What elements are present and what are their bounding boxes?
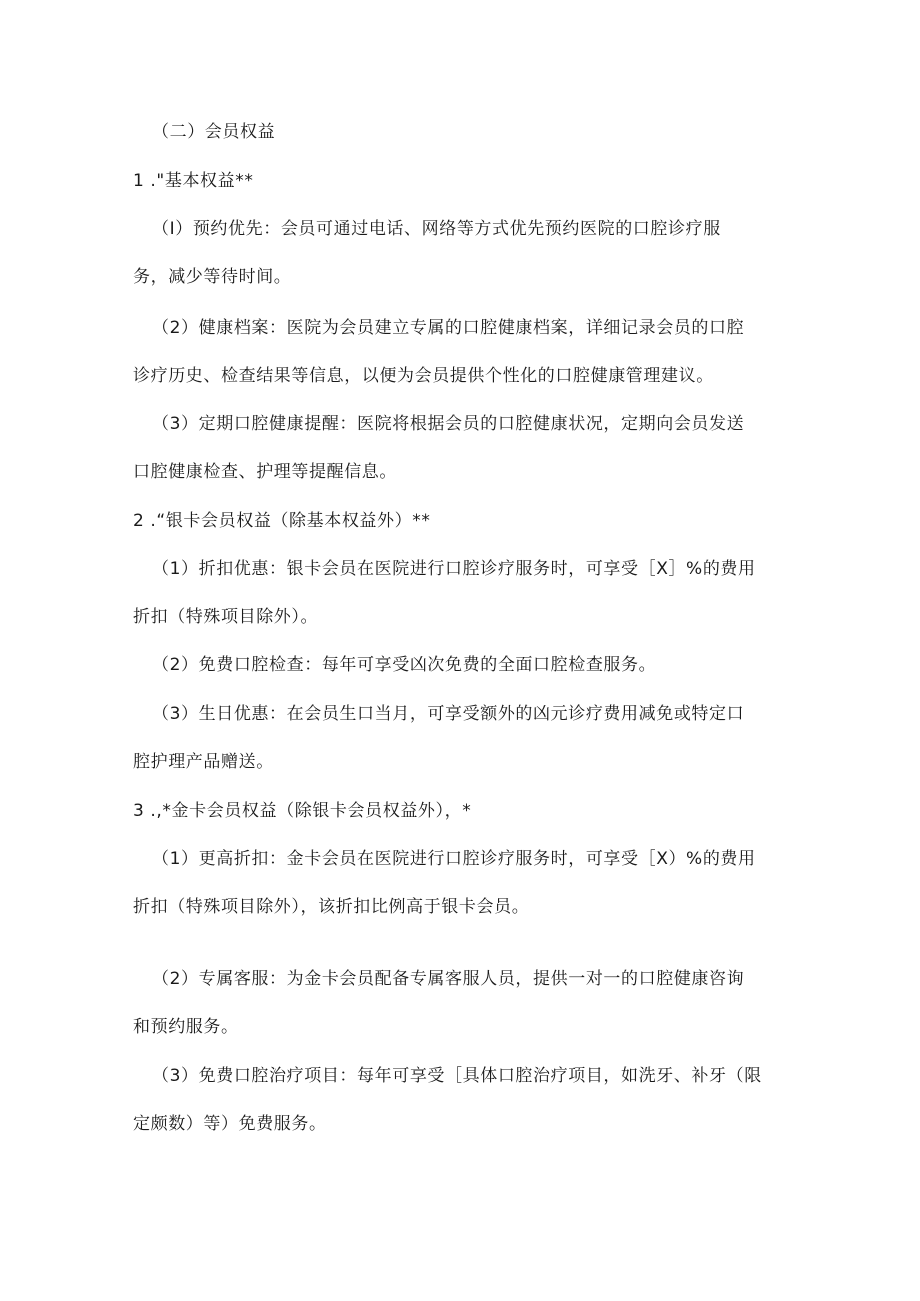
paragraph-line: （2）健康档案：医院为会员建立专属的口腔健康档案，详细记录会员的口腔: [152, 318, 745, 338]
paragraph-line: （I）预约优先：会员可通过电话、网络等方式优先预约医院的口腔诊疗服: [152, 219, 721, 239]
section-heading-basic: 1 ."基本权益**: [133, 171, 254, 191]
paragraph-line: 口腔健康检查、护理等提醒信息。: [133, 462, 397, 482]
paragraph-line: （3）生日优惠：在会员生口当月，可享受额外的凶元诊疗费用减免或特定口: [152, 704, 745, 724]
paragraph-line: （1）折扣优惠：银卡会员在医院进行口腔诊疗服务时，可享受［X］%的费用: [152, 559, 756, 579]
section-heading-gold: 3 .,*金卡会员权益（除银卡会员权益外），*: [133, 801, 472, 821]
paragraph-line: 诊疗历史、检查结果等信息，以便为会员提供个性化的口腔健康管理建议。: [133, 366, 714, 386]
paragraph-line: （2）免费口腔检查：每年可享受凶次免费的全面口腔检查服务。: [152, 655, 657, 675]
section-title: （二）会员权益: [152, 122, 276, 142]
paragraph-line: 定颇数）等）免费服务。: [133, 1114, 327, 1134]
paragraph-line: 和预约服务。: [133, 1017, 239, 1037]
paragraph-line: （1）更高折扣：金卡会员在医院进行口腔诊疗服务时，可享受［X）%的费用: [152, 849, 756, 869]
paragraph-line: （2）专属客服：为金卡会员配备专属客服人员，提供一对一的口腔健康咨询: [152, 969, 745, 989]
paragraph-line: 折扣（特殊项目除外）。: [133, 607, 319, 627]
paragraph-line: 腔护理产品赠送。: [133, 752, 274, 772]
paragraph-line: 折扣（特殊项目除外），该折扣比例高于银卡会员。: [133, 897, 530, 917]
paragraph-line: （3）定期口腔健康提醒：医院将根据会员的口腔健康状况，定期向会员发送: [152, 414, 745, 434]
section-heading-silver: 2 .“银卡会员权益（除基本权益外）**: [133, 511, 431, 531]
paragraph-line: （3）免费口腔治疗项目：每年可享受［具体口腔治疗项目，如洗牙、补牙（限: [152, 1066, 762, 1086]
paragraph-line: 务，减少等待时间。: [133, 267, 292, 287]
